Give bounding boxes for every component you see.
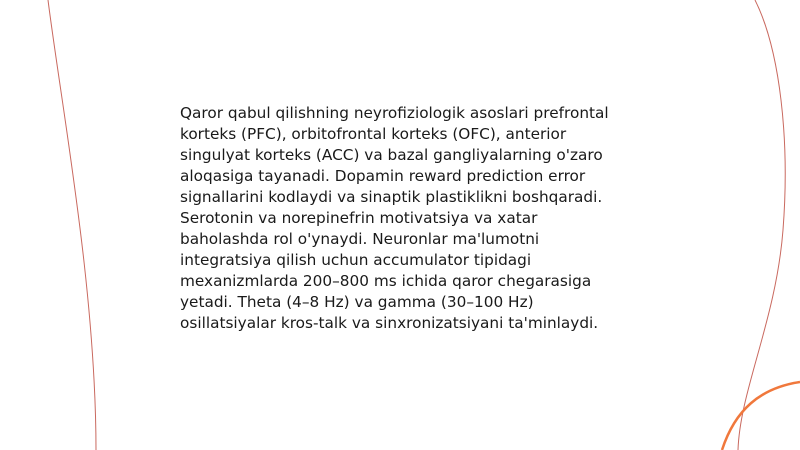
right-thin-curve (738, 0, 785, 450)
right-accent-curve (722, 382, 800, 450)
body-paragraph: Qaror qabul qilishning neyrofiziologik asoslari prefrontal korteks (PFC), orbitofrontal korteks (OFC), anterior singulyat korteks (ACC) va bazal gangliyalarning o'zaro aloqasiga tayanadi. Dopamin reward prediction error signallarini kodlaydi va sinaptik plastiklikni boshqaradi. Serotonin va norepinefrin motivatsiya va xatar baholashda rol o'ynaydi. Neuronlar ma'lumotni integratsiya qilish uchun accumulator tipidagi mexanizmlarda 200–800 ms ichida qaror chegarasiga yetadi. Theta (4–8 Hz) va gamma (30–100 Hz) osillatsiyalar kros-talk va sinxronizatsiyani ta'minlaydi. (180, 104, 609, 332)
left-thin-curve (48, 0, 96, 450)
